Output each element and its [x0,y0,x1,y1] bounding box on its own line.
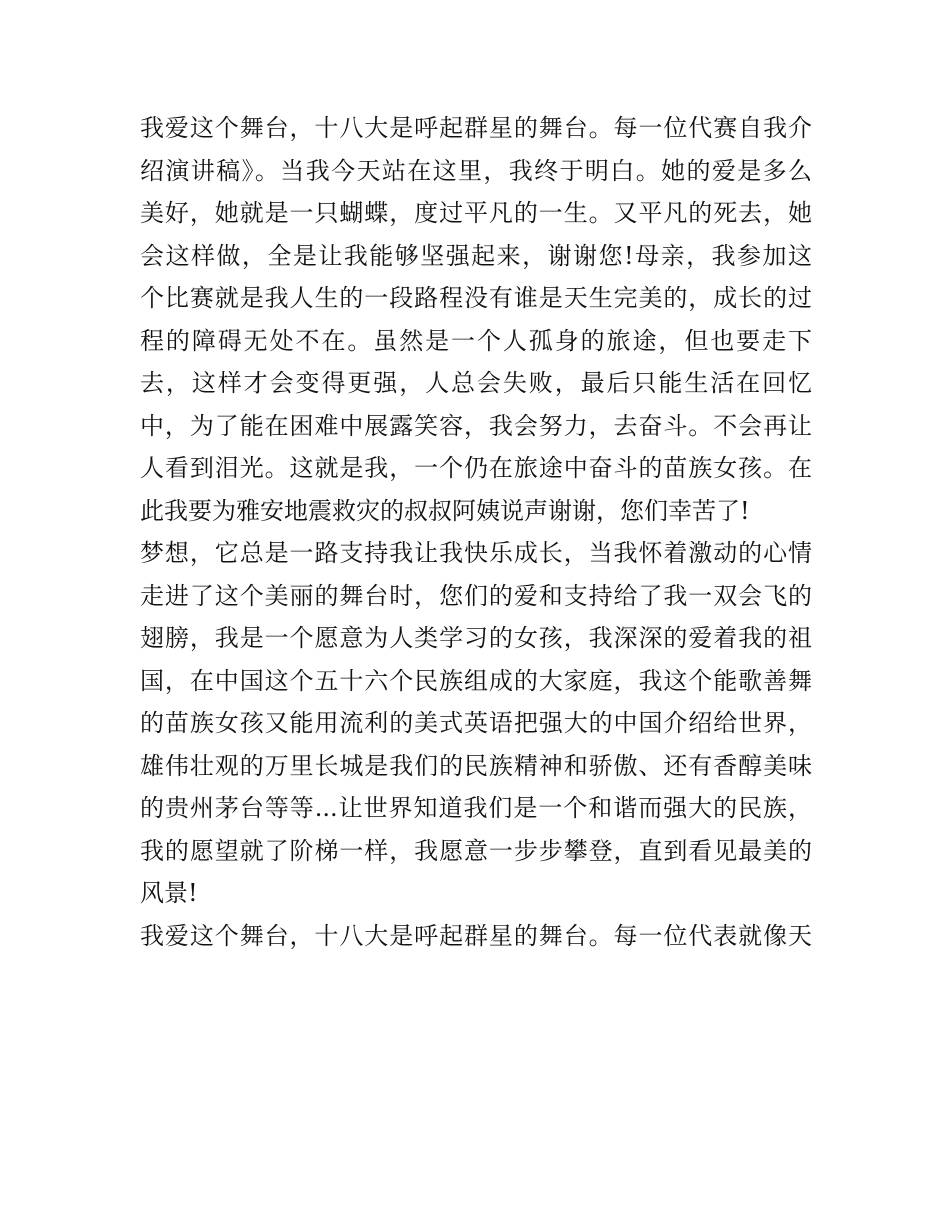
text-line: 我爱这个舞台，十八大是呼起群星的舞台。每一位代赛自我介 [140,114,812,142]
text-line: 我的愿望就了阶梯一样，我愿意一步步攀登，直到看见最美的 [140,836,812,865]
text-line: 会这样做，全是让我能够坚强起来，谢谢您!母亲，我参加这 [140,241,812,270]
text-line: 中，为了能在困难中展露笑容，我会努力，去奋斗。不会再让 [140,411,812,440]
text-line: 翅膀，我是一个愿意为人类学习的女孩，我深深的爱着我的祖 [140,624,812,652]
text-line: 个比赛就是我人生的一段路程没有谁是天生完美的，成长的过 [140,284,812,312]
text-line: 雄伟壮观的万里长城是我们的民族精神和骄傲、还有香醇美味 [140,751,812,780]
text-line: 风景! [140,879,198,907]
text-line: 程的障碍无处不在。虽然是一个人孤身的旅途，但也要走下 [140,326,812,355]
text-line: 此我要为雅安地震救灾的叔叔阿姨说声谢谢，您们幸苦了! [140,496,750,525]
text-line: 的苗族女孩又能用流利的美式英语把强大的中国介绍给世界， [140,709,812,737]
text-line: 人看到泪光。这就是我，一个仍在旅途中奋斗的苗族女孩。在 [140,454,812,482]
text-line: 的贵州茅台等等...让世界知道我们是一个和谐而强大的民族， [140,794,812,822]
text-line: 梦想，它总是一路支持我让我快乐成长，当我怀着激动的心情 [140,539,812,567]
text-line: 美好，她就是一只蝴蝶，度过平凡的一生。又平凡的死去，她 [140,199,812,227]
text-line: 走进了这个美丽的舞台时，您们的爱和支持给了我一双会飞的 [140,581,812,610]
text-line: 去，这样才会变得更强，人总会失败，最后只能生活在回忆 [140,369,812,397]
body-text [140,107,812,957]
text-line: 我爱这个舞台，十八大是呼起群星的舞台。每一位代表就像天 [140,921,812,950]
text-line: 绍演讲稿》。当我今天站在这里，我终于明白。她的爱是多么 [140,156,812,185]
text-line: 国，在中国这个五十六个民族组成的大家庭，我这个能歌善舞 [140,666,812,695]
